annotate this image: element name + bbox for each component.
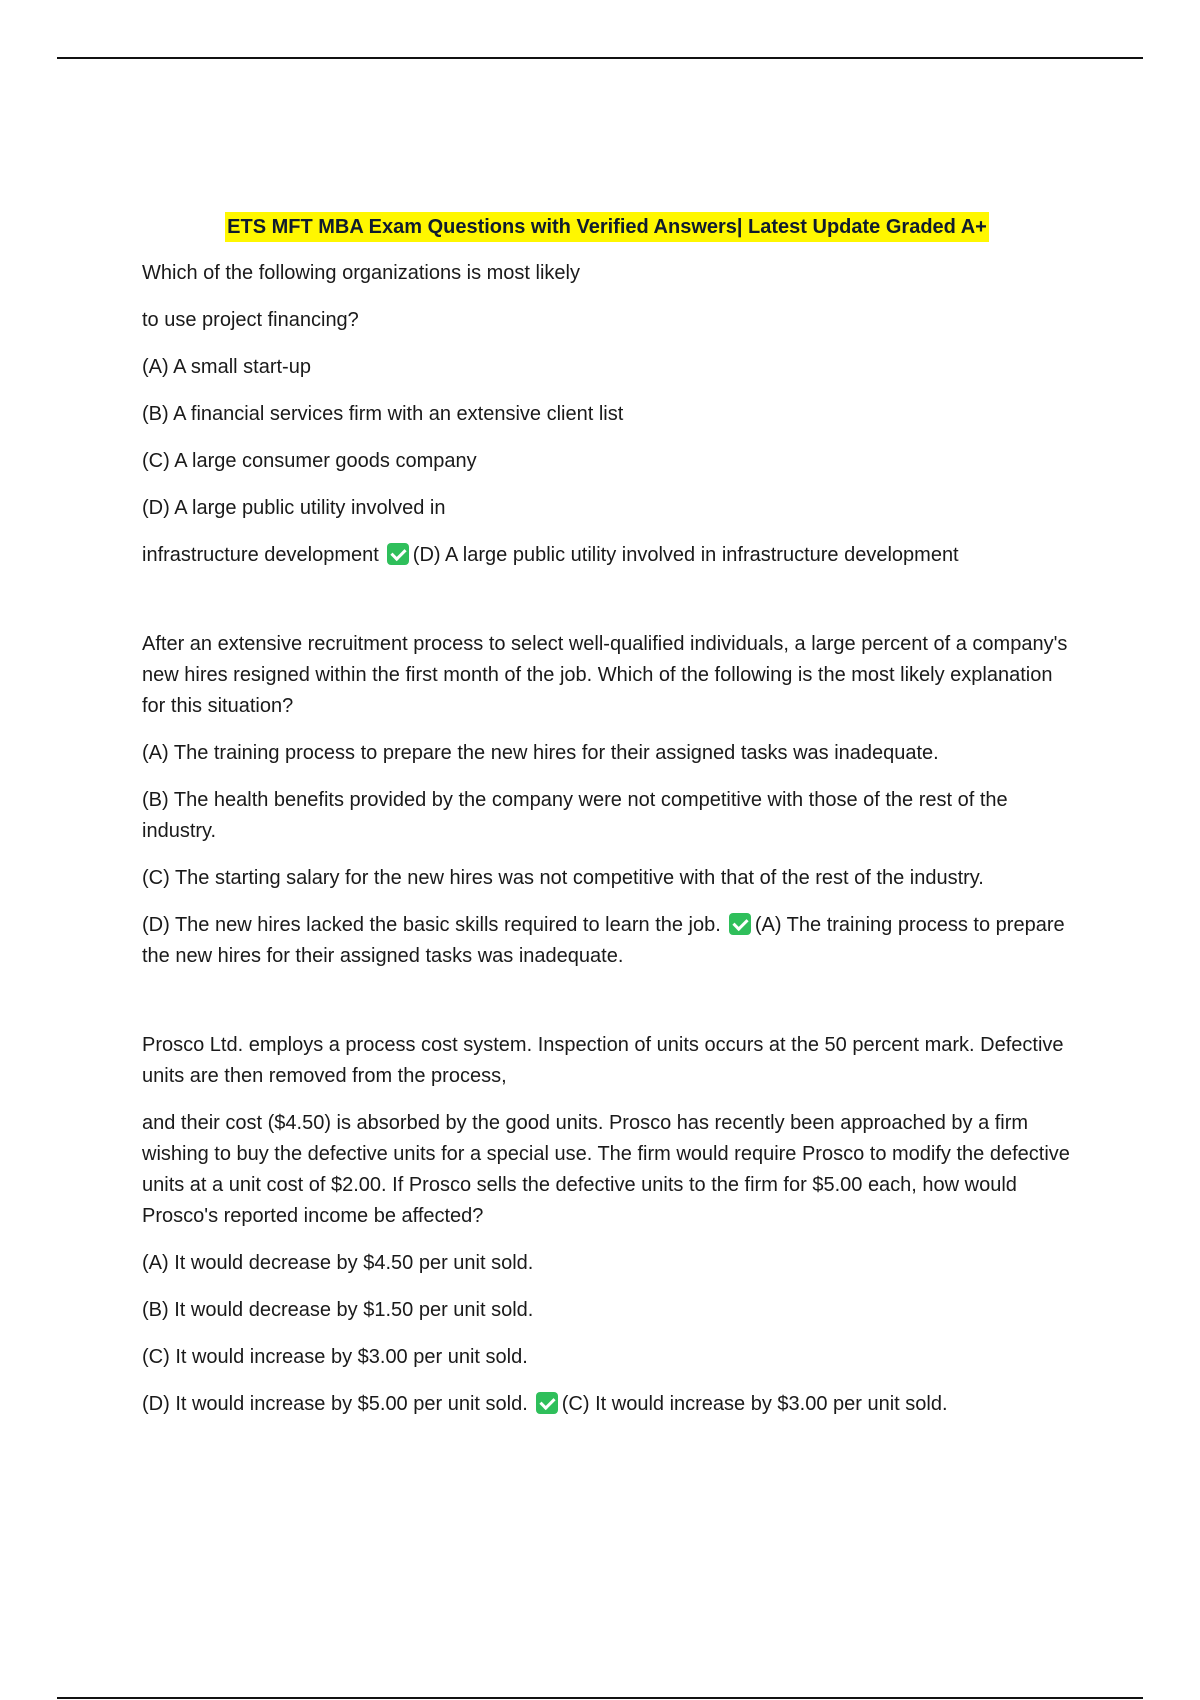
q3-option-c: (C) It would increase by $3.00 per unit sold. (142, 1346, 528, 1368)
q3-option-d-text: (D) It would increase by $5.00 per unit sold. (142, 1393, 528, 1415)
q3-stem-part1: Prosco Ltd. employs a process cost system. Inspection of units occurs at the 50 percent mark. Defective units are then removed from the process, (142, 1034, 1064, 1087)
question-3 (142, 1030, 1072, 1420)
check-icon (729, 913, 751, 935)
check-icon (387, 543, 409, 565)
q1-answer: (D) A large public utility involved in infrastructure development (412, 544, 959, 566)
question-1 (142, 258, 1072, 571)
question-spacer (142, 988, 1072, 1030)
q1-option-b: (B) A financial services firm with an extensive client list (142, 403, 624, 425)
q1-option-a: (A) A small start-up (142, 356, 311, 378)
q3-option-d (142, 1389, 1072, 1420)
q1-option-d-line1: (D) A large public utility involved in (142, 497, 446, 519)
q2-option-b: (B) The health benefits provided by the company were not competitive with those of the rest of the industry. (142, 789, 1008, 842)
q1-option-c: (C) A large consumer goods company (142, 450, 477, 472)
q1-stem-line2: to use project financing? (142, 309, 359, 331)
q1-stem-line1: Which of the following organizations is most likely (142, 262, 580, 284)
document-title: ETS MFT MBA Exam Questions with Verified Answers| Latest Update Graded A+ (225, 212, 989, 242)
question-spacer (142, 587, 1072, 629)
title-block (142, 212, 1072, 243)
document-body (142, 212, 1072, 1436)
q3-option-b: (B) It would decrease by $1.50 per unit sold. (142, 1299, 534, 1321)
bottom-rule (57, 1697, 1143, 1699)
q3-option-a: (A) It would decrease by $4.50 per unit sold. (142, 1252, 534, 1274)
q1-option-d-text: infrastructure development (142, 544, 379, 566)
top-rule (57, 57, 1143, 59)
q2-answer: (A) The training process to prepare the new hires for their assigned tasks was inadequate. (142, 914, 1065, 967)
question-2 (142, 629, 1072, 972)
q3-stem-part2: and their cost ($4.50) is absorbed by the good units. Prosco has recently been approached by a firm wishing to buy the defective units for a special use. The firm would require Prosco to modify the defective units at a unit cost of $2.00. If Prosco sells the defective units to the firm for $5.00 each, how would Prosco's reported income be affected? (142, 1112, 1070, 1227)
q2-option-c: (C) The starting salary for the new hires was not competitive with that of the rest of the industry. (142, 867, 984, 889)
q2-stem: After an extensive recruitment process to select well-qualified individuals, a large percent of a company's new hires resigned within the first month of the job. Which of the following is the most likely explanation for this situation? (142, 633, 1068, 717)
check-icon (536, 1392, 558, 1414)
q3-answer: (C) It would increase by $3.00 per unit sold. (561, 1393, 948, 1415)
q2-option-a: (A) The training process to prepare the new hires for their assigned tasks was inadequate. (142, 742, 939, 764)
q1-option-d-line2 (142, 540, 1072, 571)
q2-option-d (142, 910, 1072, 972)
q2-option-d-text: (D) The new hires lacked the basic skills required to learn the job. (142, 914, 721, 936)
